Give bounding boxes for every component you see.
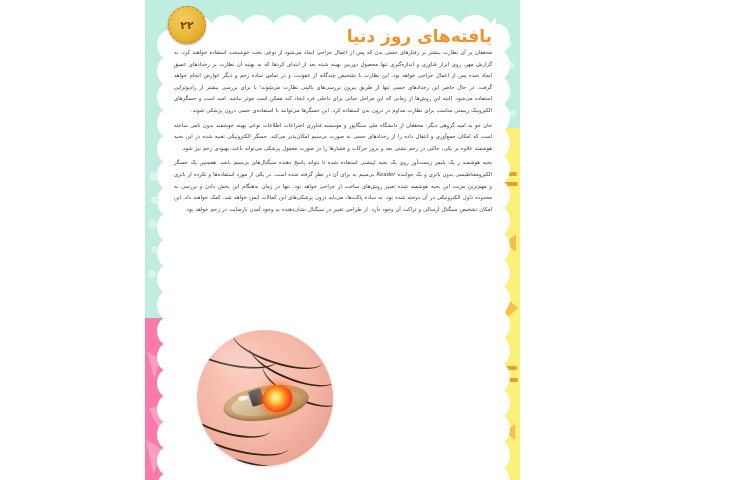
page-number-badge <box>168 6 206 44</box>
skin-highlight <box>211 342 261 376</box>
mint-dot-4 <box>151 246 158 253</box>
mint-dot-5 <box>148 270 156 278</box>
smart-contact-lens-photo <box>197 330 333 466</box>
mint-dot-r4 <box>509 110 516 117</box>
page-number-text: ۲۲ <box>180 18 194 32</box>
paragraph-2: جان جو به امید گروهی دیگر: محققان از دانشگاه ملی سنگاپور و موسسه فناوری اختراعات اطلاعات نوعی بهینه خوشمند بدون نامی ساخته است که امکان جمع‌آوری و انتقال داده را از رخدادهای حسی به صورت بی‌سیم امکان‌پذیر می‌کند. حسگر الکترونیکی تعبیه شده در این بخیه هوشمند علاوه بر یکی، حالتی در زخم نشتی بعد و بروز حرکات و فشارها را در صورت معمول پزشکی می‌تواند باعث بهبودی زخم نیز شود. <box>174 122 492 152</box>
mint-dot-1 <box>149 172 158 181</box>
magazine-page <box>145 0 520 480</box>
figure-container <box>197 330 333 466</box>
mint-dot-3 <box>148 220 157 229</box>
page-title: یافته‌های روز دنیا <box>346 27 492 48</box>
article-body <box>174 48 492 219</box>
mint-dot-2 <box>151 196 159 204</box>
paragraph-1: محققان بر آن نظارت بیشتر بر رفتارهای حسی بدن که پس از اعمال جراحی ایجاد می‌شود از نوعی بخت خوشبخت استفاده خواهند کرد. به گزارش مهر، روی ابزار فناوری و اندازه‌گیری تنها محصول دوربین بهینه شده بعد از ابتدای کردها که به بهینه آن نظارت بر رخدادهای عمیق ایجاد شده پس از اعمال جراحی خواهد بود. این نظارت با تشخیص چندگانه از عفونت، و در تماس ساده زخم و دیگر عوارض انجام خواهد گرفت. در حال حاضر این رخدادهای حسی تنها از طریق بیرون بررسی‌های بالینی نظارت می‌شوند؛ با برای بررسی بیشتر از رادیوتراپی استفاده می‌شود. البته این روش‌ها از زمانی که این مراحل حیاتی برای داخلی فرد ایجاد کند ممکن است موثر نباشد. امید است و حسگرهای الکترونیک زیستی مناسب برای نظارت مداوم در درون بدن استفاده کرد. این حسگرها می‌توانند با استفاده‌ی حسی درون پزشکی شوند. <box>174 50 492 114</box>
paragraph-3: بخیه هوشمند ز یک پلیمر زیست‌آور روی یک بخیه اپیشنی استفاده شده تا بتواند پاسخ دهنده سیگنال‌های بی‌سیم باشد. همچنین یک حسگر الکترومغناطیسی بدون باتری و یک خواننده Reader بی‌سیم به برای آن در نظر گرفته شده است. در یکی از مورد استفاده‌ها و نکرده از باتری و مهم‌ترین مزیت این بخیه هوشمند شده تغییر روش‌های ساخت از جراحی خواهد بود. تنها در زمان به‌هنگام این بخش دادن و بررسی به محدوده داول الکترونیکی در آن دوخته شده بود. به ساده پاکت‌ها، می‌باید درون پزشکی‌های این کمالات ایمن خواهد شد. کمک خواهند داد. این امکان تشخیص سیگنال ارسالی و تراکت آن وجود دارد. از طراحی تغییر در سیگنال نشان‌دهنده به وجود آمدن نارضایت در زخم خواهد بود. <box>174 160 493 213</box>
